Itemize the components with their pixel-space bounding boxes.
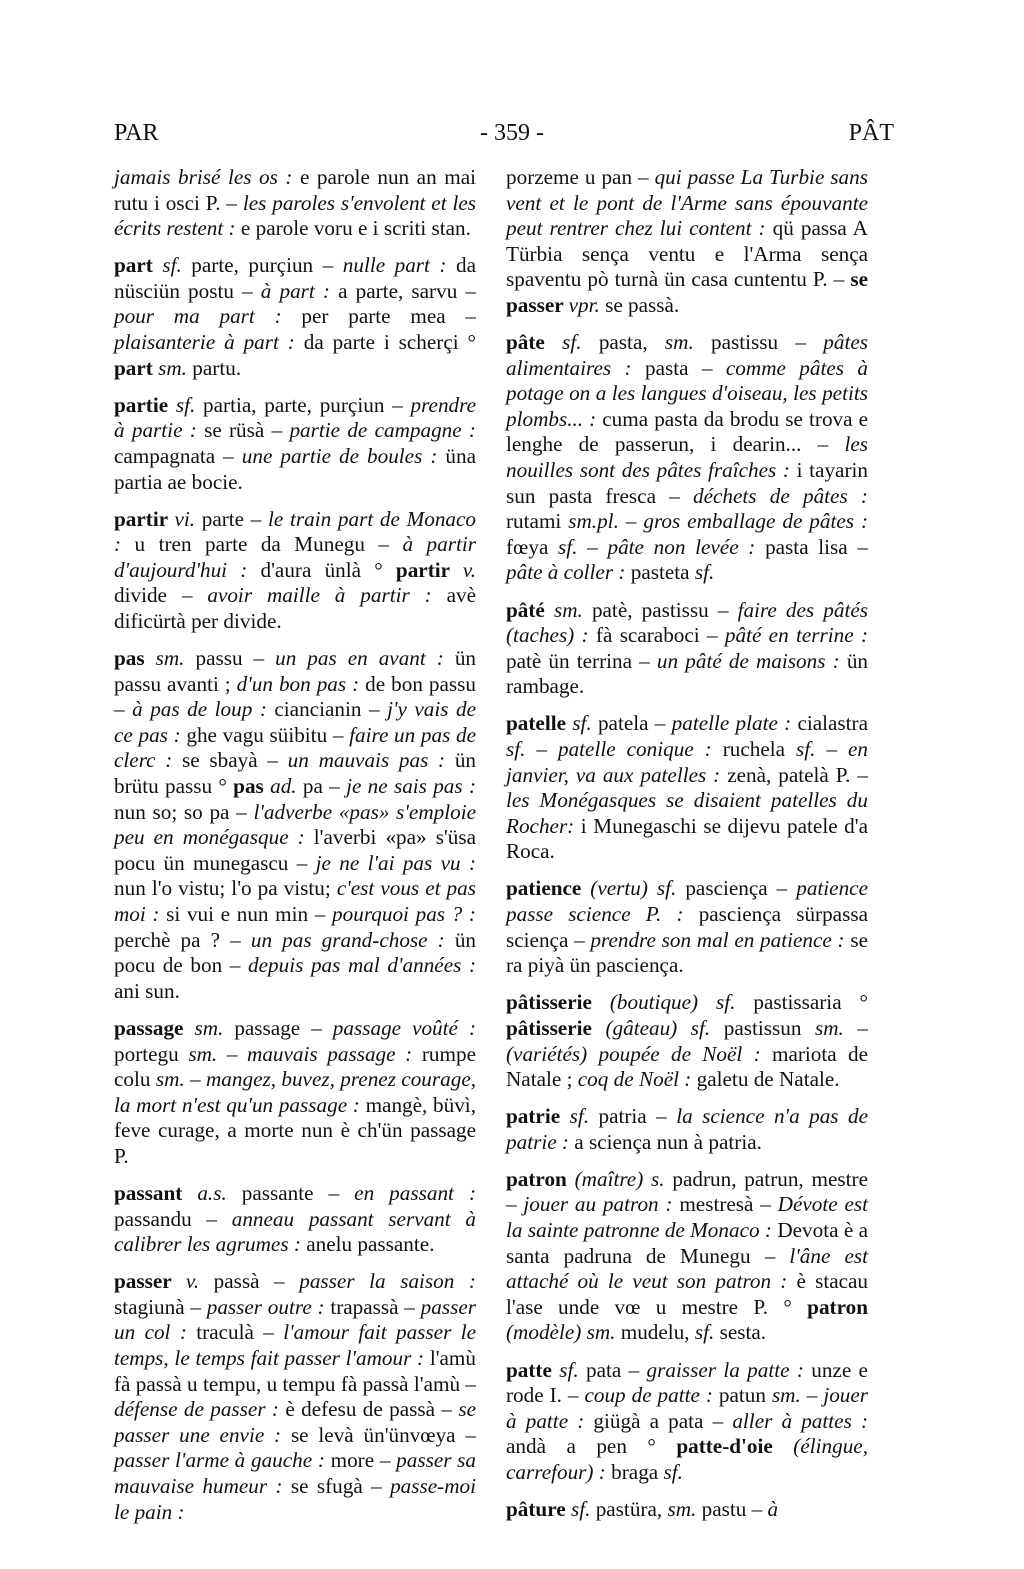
french-text: sm. [553, 597, 592, 622]
monegasque-text: pasciença sürpassa sciença – [506, 902, 868, 952]
monegasque-text: pa – [302, 774, 347, 799]
french-text: un mauvais pas : [287, 748, 455, 773]
monegasque-text: ani sun. [114, 978, 180, 1003]
french-text: passer l'arme à gauche : [114, 1448, 331, 1473]
monegasque-text: per parte mea – [301, 304, 477, 329]
monegasque-text: padrun, patrun, mestre – [506, 1166, 868, 1217]
monegasque-text: d'aura ünlà ° [260, 557, 396, 582]
monegasque-text: fœya [506, 534, 559, 559]
dictionary-entry [506, 876, 868, 978]
french-text: v. [185, 1269, 214, 1294]
french-text: à partir d'aujourd'hui : [114, 532, 476, 582]
monegasque-text: patela – [597, 711, 672, 736]
headword: patience [506, 876, 591, 901]
monegasque-text: passu – [195, 646, 276, 671]
monegasque-text: parte, purçiun – [191, 253, 343, 278]
french-text: sm. [194, 1015, 235, 1040]
headword: patelle [506, 711, 573, 736]
monegasque-text: pastissaria ° [753, 990, 868, 1015]
monegasque-text: – [806, 1383, 824, 1408]
header-right-guideword: PÂT [848, 120, 894, 146]
french-text: mauvais passage : [247, 1041, 422, 1066]
french-text: prendre à partie : [114, 392, 476, 443]
french-text: partie de campagne : [289, 418, 476, 443]
monegasque-text: pasteta [630, 560, 695, 585]
french-text: pour ma part : [114, 304, 302, 329]
french-text: j'y vais de ce pas : [114, 697, 477, 747]
french-text: vi. [174, 506, 202, 531]
french-text: les Monégasques se disaient patelles du Rocher: [506, 788, 868, 838]
monegasque-text: sesta. [719, 1320, 767, 1345]
monegasque-text: se ra piyà ün pasciença. [506, 927, 868, 978]
french-text: à [767, 1497, 779, 1521]
french-text: (variétés) poupée de Noël : [506, 1041, 772, 1066]
monegasque-text: a sciença nun à patria. [574, 1129, 762, 1154]
monegasque-text: passante – [241, 1180, 355, 1205]
headword: passage [114, 1015, 195, 1040]
french-text: a.s. [197, 1180, 242, 1205]
french-text: sm. [815, 1015, 858, 1040]
monegasque-text: nun l'o vistu; l'o pa vistu; [114, 876, 337, 901]
headword: part [114, 355, 159, 380]
monegasque-text: mariota de Natale ; [506, 1041, 869, 1092]
monegasque-text: mudelu, [620, 1320, 695, 1345]
monegasque-text: pastüra, [595, 1497, 668, 1521]
french-text: l'amour fait passer le temps, le temps fait passer l'amour : [114, 1320, 476, 1371]
headword: pas [233, 774, 271, 799]
french-text: mangez, buvez, prenez courage, la mort n'est qu'un passage : [114, 1067, 477, 1117]
french-text: passage voûté : [332, 1015, 476, 1040]
french-text: v. [462, 557, 476, 582]
monegasque-text: more – [330, 1448, 397, 1473]
french-text: je ne l'ai pas vu : [315, 850, 476, 875]
french-text: jouer à patte : [506, 1383, 869, 1433]
french-text: nulle part : [342, 253, 456, 278]
french-text: passer un col : [114, 1294, 476, 1345]
french-text: pâtes alimentaires : [506, 330, 868, 380]
monegasque-text: cuma pasta da brodu se trova e lenghe de passerun, i dearin... – [506, 406, 868, 457]
french-text: se passer une envie : [114, 1397, 476, 1447]
monegasque-text: pastu – [701, 1497, 768, 1521]
dictionary-entry [506, 1167, 868, 1346]
french-text: sm. [155, 646, 196, 671]
french-text: gros emballage de pâtes : [643, 509, 869, 534]
monegasque-text: divide – [114, 583, 208, 608]
monegasque-text: zenà, patelà P. – [727, 762, 868, 787]
monegasque-text: è stacau l'ase unde vœ u mestre P. ° [506, 1269, 869, 1319]
french-text: faire des pâtés (taches) : [506, 597, 869, 648]
monegasque-text: passage – [234, 1015, 333, 1040]
monegasque-text: ün passu avanti ; [114, 646, 477, 696]
header-left-guideword: PAR [114, 120, 159, 146]
headword: patrie [506, 1104, 570, 1129]
french-text: en passant : [354, 1180, 476, 1205]
monegasque-text: passandu – [114, 1206, 232, 1231]
dictionary-entry [114, 393, 476, 495]
french-text: faire un pas de clerc : [114, 722, 477, 773]
monegasque-text: mangè, büvì, feve curage, a morte nun è ch'ün passage P. [114, 1092, 476, 1168]
monegasque-text: l'amù fà passà u tempu, u tempu fà passà l'amù – [114, 1346, 476, 1396]
headword: patron [506, 1166, 575, 1191]
french-text: passer outre : [206, 1294, 331, 1319]
monegasque-text: è defesu de passà – [285, 1397, 459, 1422]
monegasque-text: mestresà – [679, 1192, 778, 1217]
monegasque-text: – [536, 736, 558, 761]
monegasque-text: – [826, 736, 849, 761]
monegasque-text: se rüsà – [204, 418, 290, 443]
french-text: sf. [796, 736, 827, 761]
french-text: d'un bon pas : [236, 671, 366, 696]
headword: partie [114, 392, 176, 417]
french-text: sf. [506, 736, 537, 761]
monegasque-text: – [857, 1015, 868, 1040]
monegasque-text: cialastra [797, 711, 869, 736]
french-text: (gâteau) sf. [605, 1015, 724, 1040]
monegasque-text: portegu [114, 1041, 189, 1066]
headword: partir [114, 506, 175, 531]
dictionary-entry [114, 1269, 476, 1525]
french-text: graisser la patte : [646, 1357, 812, 1382]
monegasque-text: trapassà – [330, 1294, 421, 1319]
french-text: (modèle) sm. [506, 1320, 621, 1345]
monegasque-text: üna partia ae bocie. [114, 443, 476, 494]
dictionary-entry [114, 253, 476, 381]
french-text: sf. [569, 1104, 599, 1129]
french-text: pâté en terrine : [724, 623, 869, 648]
headword: se passer [506, 267, 868, 317]
french-text: plaisanterie à part : [114, 330, 304, 355]
french-text: une partie de boules : [241, 443, 446, 468]
headword: pâture [506, 1497, 571, 1521]
french-text: défense de passer : [114, 1397, 286, 1422]
french-text: les nouilles sont des pâtes fraîches : [506, 432, 868, 483]
monegasque-text: patria – [598, 1104, 677, 1129]
monegasque-text: patun [718, 1383, 772, 1408]
monegasque-text: u tren parte da Munegu – [134, 532, 403, 557]
monegasque-text: galetu de Natale. [696, 1067, 840, 1092]
dictionary-entry [114, 646, 476, 1004]
french-text: patelle conique : [557, 736, 723, 761]
french-text: depuis pas mal d'années : [248, 953, 477, 978]
dictionary-entry [114, 507, 476, 635]
monegasque-text: l'averbi «pa» s'üsa pocu ün munegascu – [114, 825, 476, 875]
french-text: déchets de pâtes : [693, 483, 868, 508]
french-text: sm. [664, 330, 712, 355]
monegasque-text: a parte, sarvu – [338, 278, 476, 303]
page-number: - 359 - [480, 120, 544, 146]
french-text: sf. [570, 1497, 596, 1521]
french-text: l'âne est attaché où le veut son patron : [506, 1243, 868, 1294]
french-text: sf. [562, 330, 599, 355]
monegasque-text: se passà. [605, 292, 680, 317]
headword: patron [807, 1294, 868, 1319]
headword: passant [114, 1180, 198, 1205]
dictionary-entry [506, 1497, 868, 1523]
monegasque-text: ün pocu de bon – [114, 927, 477, 978]
french-text: (élingue, carrefour) : [506, 1434, 868, 1484]
monegasque-text: passà – [213, 1269, 300, 1294]
french-text: patience passe science P. : [506, 876, 868, 927]
monegasque-text: – [190, 1067, 206, 1092]
monegasque-text: – [226, 1041, 248, 1066]
french-text: vpr. [568, 292, 606, 317]
monegasque-text: e parole voru e i scriti stan. [240, 216, 471, 241]
french-text: comme pâtes à potage on a les langues d'oiseau, les petits plombs... : [506, 355, 868, 431]
french-text: sm. [158, 355, 193, 380]
dictionary-entry [506, 330, 868, 586]
dictionary-entry [506, 711, 868, 865]
monegasque-text: ruchela [722, 736, 797, 761]
french-text: (maître) s. [574, 1166, 673, 1191]
french-text: en janvier, va aux patelles : [506, 736, 869, 787]
french-text: sm. [771, 1383, 807, 1408]
monegasque-text: i Munegaschi se dijevu patele d'a Roca. [506, 813, 868, 864]
french-text: sm. [155, 1067, 191, 1092]
monegasque-text: pasta lisa – [765, 534, 868, 559]
french-text: patelle plate : [671, 711, 798, 736]
french-text: sf. [175, 392, 204, 417]
french-text: prendre son mal en patience : [590, 927, 851, 952]
french-text: jamais brisé les os : [114, 165, 300, 189]
french-text: avoir maille à partir : [207, 583, 447, 608]
monegasque-text: pasta – [644, 355, 726, 380]
french-text: passer sa mauvaise humeur : [114, 1448, 477, 1498]
headword: pas [114, 646, 156, 671]
monegasque-text: pastissu – [711, 330, 824, 355]
headword: partir [395, 557, 463, 582]
monegasque-text: ün rambage. [506, 648, 868, 699]
french-text: c'est vous et pas moi : [114, 876, 476, 927]
french-text: sf. [694, 560, 715, 585]
french-text: un pas grand-chose : [250, 927, 455, 952]
monegasque-text: se sbayà – [182, 748, 288, 773]
monegasque-text: patè, pastissu – [591, 597, 738, 622]
monegasque-text: perchè pa ? – [114, 927, 251, 952]
headword: passer [114, 1269, 186, 1294]
headword: pâte [506, 330, 563, 355]
french-text: qui passe La Turbie sans vent et le pont de l'Arme sans épouvante peut rentrer chez lui content : [506, 165, 868, 241]
monegasque-text: de bon passu – [114, 671, 476, 722]
monegasque-text: rumpe colu [114, 1041, 476, 1092]
french-text: passer la saison : [299, 1269, 476, 1294]
french-text: à part : [260, 278, 339, 303]
french-text: (boutique) sf. [609, 990, 754, 1015]
french-text: sf. [558, 534, 588, 559]
monegasque-text: traculà – [196, 1320, 284, 1345]
monegasque-text: giügà a pata – [593, 1408, 733, 1433]
french-text: à pas de loup : [132, 697, 275, 722]
dictionary-entry [114, 1181, 476, 1258]
french-text: anneau passant servant à calibrer les agrumes : [114, 1206, 476, 1257]
headword: pâtisserie [506, 1015, 606, 1040]
french-text: sf. [572, 711, 598, 736]
monegasque-text: andà a pen ° [506, 1434, 677, 1459]
monegasque-text: pastissun [723, 1015, 815, 1040]
french-text: sm. [188, 1041, 227, 1066]
monegasque-text: partia, parte, purçiun – [203, 392, 411, 417]
headword: patte [506, 1357, 560, 1382]
french-text: (vertu) sf. [590, 876, 686, 901]
monegasque-text: stagiunà – [114, 1294, 207, 1319]
french-text: jouer au patron : [523, 1192, 680, 1217]
left-column [114, 165, 476, 1537]
dictionary-entry [506, 165, 868, 319]
french-text: passe-moi le pain : [114, 1474, 476, 1524]
dictionary-entry [506, 990, 868, 1092]
headword: patte-d'oie [676, 1434, 794, 1459]
monegasque-text: rutami [506, 509, 569, 534]
french-text: sm.pl. [568, 509, 626, 534]
french-text: sf. [162, 253, 192, 278]
french-text: Dévote est la sainte patronne de Monaco : [506, 1192, 869, 1243]
monegasque-text: se levà ün'ünvœya – [290, 1422, 476, 1447]
french-text: aller à pattes : [732, 1408, 869, 1433]
monegasque-text: – [625, 509, 644, 534]
monegasque-text: ghe vagu süibitu – [186, 722, 350, 747]
french-text: je ne sais pas : [346, 774, 476, 799]
french-text: pâte non levée : [607, 534, 766, 559]
french-text: pâte à coller : [506, 560, 631, 585]
monegasque-text: pasta, [598, 330, 665, 355]
monegasque-text: da parte i scherçi ° [303, 330, 476, 355]
dictionary-entry [506, 598, 868, 700]
right-column [506, 165, 868, 1534]
french-text: la science n'a pas de patrie : [506, 1104, 868, 1154]
monegasque-text: nun so; so pa – [114, 799, 254, 824]
french-text: les paroles s'envolent et les écrits restent : [114, 190, 476, 241]
french-text: sf. [694, 1320, 720, 1345]
french-text: un pas en avant : [275, 646, 455, 671]
monegasque-text: braga [611, 1459, 664, 1484]
monegasque-text: qü passa A Türbia sença ventu e l'Arma sença spaventu pò turnà ün casa cuntentu P. – [506, 216, 868, 292]
monegasque-text: i tayarin sun pasta fresca – [506, 458, 868, 508]
dictionary-entry [506, 1358, 868, 1486]
french-text: sf. [663, 1459, 683, 1484]
monegasque-text: e parole nun an mai rutu i osci P. – [114, 165, 476, 215]
monegasque-text: porzeme u pan – [506, 165, 655, 189]
dictionary-entry [114, 1016, 476, 1170]
monegasque-text: ün brütu passu ° [114, 748, 477, 799]
monegasque-text: partu. [192, 355, 242, 380]
french-text: un pâté de maisons : [656, 648, 847, 673]
monegasque-text: pasciença – [685, 876, 797, 901]
french-text: coq de Noël : [577, 1067, 697, 1092]
monegasque-text: patè ün terrina – [506, 648, 657, 673]
headword: part [114, 253, 163, 278]
monegasque-text: ciancianin – [274, 697, 388, 722]
monegasque-text: fà scaraboci – [595, 623, 725, 648]
dictionary-entry [506, 1104, 868, 1155]
monegasque-text: avè dificürtà per divide. [114, 583, 476, 633]
french-text: l'adverbe «pas» s'emploie peu en monégasque : [114, 799, 477, 850]
monegasque-text: se sfugà – [290, 1474, 391, 1498]
monegasque-text: – [587, 534, 608, 559]
headword: pâtisserie [506, 990, 610, 1015]
page-header [0, 118, 1024, 152]
monegasque-text: anelu passante. [306, 1232, 435, 1257]
monegasque-text: parte – [201, 506, 269, 531]
monegasque-text: Devota è a santa padruna de Munegu – [506, 1218, 868, 1268]
headword: pâté [506, 597, 554, 622]
monegasque-text: pata – [586, 1357, 647, 1382]
french-text: coup de patte : [584, 1383, 719, 1408]
french-text: pourquoi pas ? : [332, 902, 476, 927]
french-text: sm. [667, 1497, 702, 1521]
french-text: le train part de Monaco : [114, 506, 476, 557]
monegasque-text: si vui e nun min – [166, 902, 333, 927]
monegasque-text: campagnata – [114, 443, 242, 468]
french-text: sf. [559, 1357, 586, 1382]
french-text: ad. [270, 774, 303, 799]
monegasque-text: unze e rode I. – [506, 1357, 868, 1408]
dictionary-entry [114, 165, 476, 242]
monegasque-text: da nüsciün postu – [114, 253, 476, 303]
